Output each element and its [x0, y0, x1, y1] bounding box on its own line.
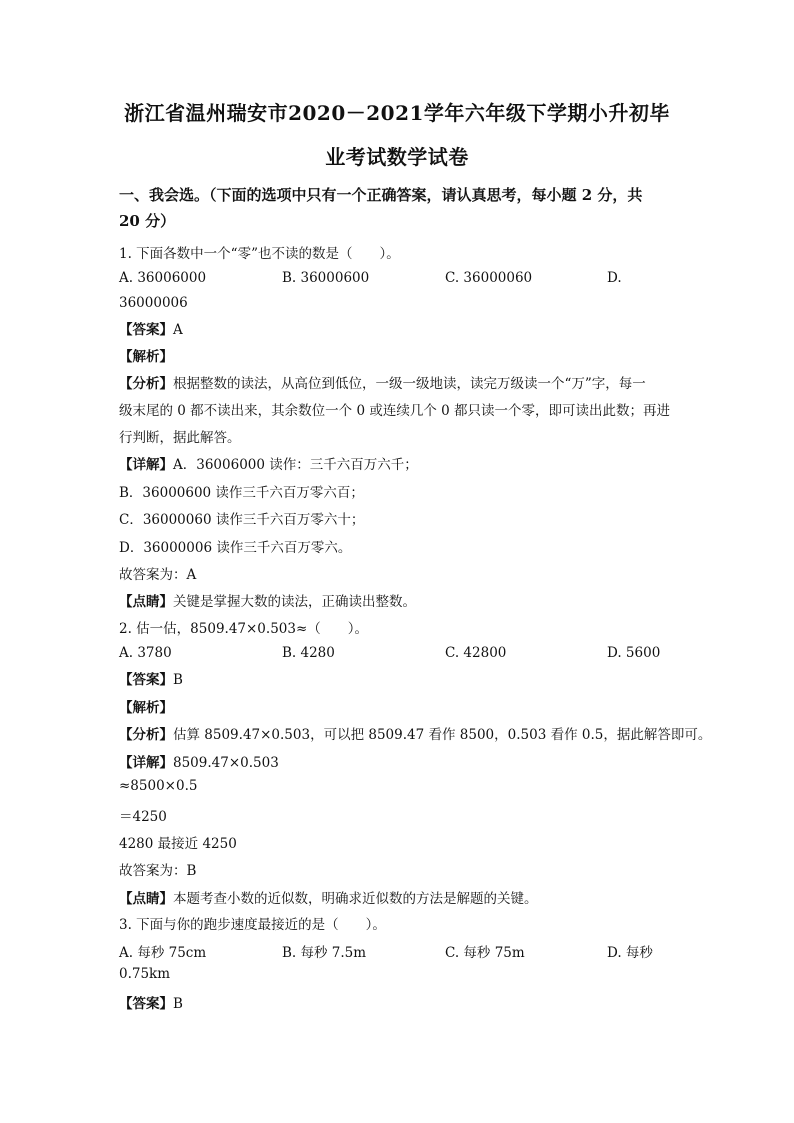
q2-fenxi: [119, 723, 711, 743]
q3-option-a: A. 每秒 75cm: [119, 945, 207, 961]
q2-option-c: C. 42800: [445, 645, 507, 661]
q2-answer-value: B: [173, 672, 183, 688]
q1-fenxi-text-2: 级末尾的 0 都不读出来，其余数位一个 0 或连续几个 0 都只读一个零，即可读出此数；再进: [119, 403, 671, 419]
q1-detail-4: D．36000006 读作三千六百万零六。: [119, 540, 352, 556]
q3-answer-value: B: [173, 996, 183, 1012]
section-heading-cont: 20 分）: [119, 212, 176, 230]
q1-option-a: A. 36006000: [119, 270, 207, 286]
q2-detail-3: ＝4250: [119, 809, 167, 825]
q3-option-d-value: 0.75km: [119, 966, 171, 982]
answer-label: 【答案】: [119, 672, 173, 688]
q1-answer-value: A: [173, 322, 183, 338]
q2-detail: [119, 751, 279, 771]
q1-analysis-label: [119, 345, 173, 365]
answer-label: 【答案】: [119, 322, 173, 338]
q1-fenxi-text-1: 根据整数的读法，从高位到低位，一级一级地读，读完万级读一个“万”字，每一: [173, 376, 646, 392]
q1-option-d-value: 36000006: [119, 295, 188, 311]
answer-label: 【答案】: [119, 996, 173, 1012]
q1-option-c: C. 36000060: [445, 270, 533, 286]
q1-answer: [119, 318, 183, 338]
fenxi-label: 【分析】: [119, 376, 173, 392]
q2-detail-2: ≈8500×0.5: [119, 778, 198, 794]
q3-option-d: D. 每秒: [607, 945, 653, 961]
dianjing-label: 【点睛】: [119, 594, 173, 610]
q2-dianjing: [119, 887, 538, 907]
q2-answer: [119, 668, 183, 688]
q2-option-b: B. 4280: [282, 645, 335, 661]
q2-conclusion: 故答案为：B: [119, 863, 197, 879]
q2-option-a: A. 3780: [119, 645, 172, 661]
q3-answer: [119, 992, 183, 1012]
q1-option-d: D.: [607, 270, 622, 286]
detail-label: 【详解】: [119, 457, 173, 473]
q1-conclusion: 故答案为：A: [119, 567, 197, 583]
analysis-label: 【解析】: [119, 700, 173, 716]
q1-detail-3: C．36000060 读作三千六百万零六十；: [119, 512, 365, 528]
q3-stem: 3. 下面与你的跑步速度最接近的是（ ）。: [119, 917, 386, 933]
document-title-line-2: 业考试数学试卷: [325, 145, 469, 169]
q3-option-b: B. 每秒 7.5m: [282, 945, 367, 961]
q3-option-c: C. 每秒 75m: [445, 945, 525, 961]
q1-dianjing-text: 关键是掌握大数的读法，正确读出整数。: [173, 594, 416, 610]
document-title-line-1: 浙江省温州瑞安市2020－2021学年六年级下学期小升初毕: [124, 101, 670, 125]
q2-stem: 2. 估一估，8509.47×0.503≈（ ）。: [119, 621, 369, 637]
q1-fenxi-text-3: 行判断，据此解答。: [119, 430, 241, 446]
q2-detail-1: 8509.47×0.503: [173, 755, 279, 771]
q2-fenxi-text: 估算 8509.47×0.503，可以把 8509.47 看作 8500，0.503 看作 0.5，据此解答即可。: [173, 727, 712, 743]
dianjing-label: 【点睛】: [119, 891, 173, 907]
q2-dianjing-text: 本题考查小数的近似数，明确求近似数的方法是解题的关键。: [173, 891, 538, 907]
q1-detail: [119, 453, 418, 473]
q1-dianjing: [119, 590, 416, 610]
q1-fenxi: [119, 372, 646, 392]
analysis-label: 【解析】: [119, 349, 173, 365]
q2-detail-4: 4280 最接近 4250: [119, 836, 237, 852]
q1-detail-2: B．36000600 读作三千六百万零六百；: [119, 485, 364, 501]
detail-label: 【详解】: [119, 755, 173, 771]
q2-option-d: D. 5600: [607, 645, 661, 661]
section-heading: 一、我会选。（下面的选项中只有一个正确答案，请认真思考，每小题 2 分，共: [119, 186, 643, 204]
fenxi-label: 【分析】: [119, 727, 173, 743]
q1-stem: 1. 下面各数中一个“零”也不读的数是（ ）。: [119, 246, 400, 262]
q2-analysis-label: [119, 696, 173, 716]
q1-detail-1: A．36006000 读作：三千六百万六千；: [173, 457, 418, 473]
q1-option-b: B. 36000600: [282, 270, 370, 286]
